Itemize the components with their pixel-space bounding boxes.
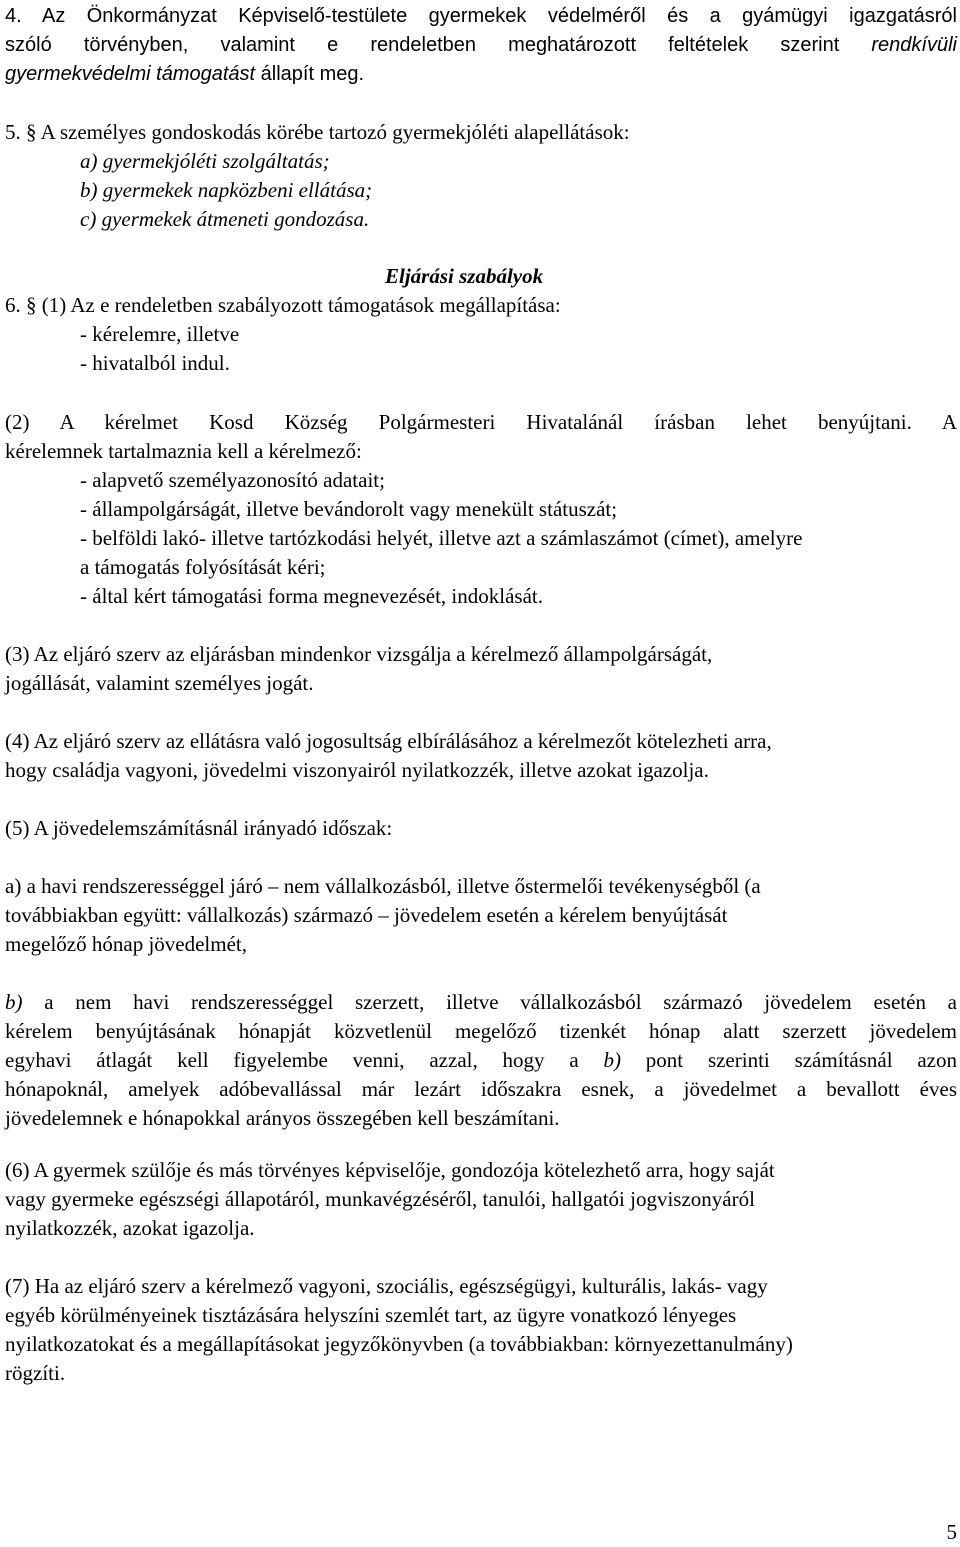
italic-run: b) (603, 1048, 621, 1072)
subsection-2-line-2: kérelemnek tartalmaznia kell a kérelmező: (5, 439, 362, 463)
subsection-5-line-1: (5) A jövedelemszámításnál irányadó időszak: (5, 816, 393, 840)
paragraph-5-line-1: 5. § A személyes gondoskodás körébe tartozó gyermekjóléti alapellátások: (5, 120, 630, 144)
text-run: egyhavi átlagát kell figyelembe venni, azzal, hogy a (5, 1048, 604, 1072)
subsection-7-line-4: rögzíti. (5, 1361, 66, 1385)
text-run: pont szerinti számításnál azon (620, 1048, 957, 1072)
subsection-2-line-1: (2) A kérelmet Kosd Község Polgármesteri Hivatalánál írásban lehet benyújtani. A (5, 410, 957, 434)
subsection-5-b-line-2: kérelem benyújtásának hónapját közvetlenül megelőző tizenkét hónap alatt szerzett jövedelem (5, 1019, 957, 1043)
subsection-7-line-2: egyéb körülményeinek tisztázására helyszíni szemlét tart, az ügyre vonatkozó lényeges (5, 1303, 737, 1327)
subsection-5-b-line-4: hónapoknál, amelyek adóbevallással már lezárt időszakra esnek, a jövedelmet a bevallott éves (5, 1077, 957, 1101)
subsection-2-line-6: a támogatás folyósítását kéri; (80, 555, 326, 579)
section-heading: Eljárási szabályok (385, 264, 544, 288)
subsection-6-line-1: (6) A gyermek szülője és más törvényes képviselője, gondozója kötelezhető arra, hogy saját (5, 1158, 775, 1182)
paragraph-4-line-2 (5, 31, 957, 60)
page-number: 5 (946, 1520, 957, 1544)
text-run: állapít meg. (255, 63, 365, 85)
subsection-2-line-4: - állampolgárságát, illetve bevándorolt vagy menekült státuszát; (80, 497, 618, 521)
subsection-7-line-1: (7) Ha az eljáró szerv a kérelmező vagyoni, szociális, egészségügyi, kulturális, lakás- vagy (5, 1274, 768, 1298)
subsection-2-line-7: - által kért támogatási forma megnevezését, indoklását. (80, 584, 543, 608)
subsection-4-line-1: (4) Az eljáró szerv az ellátásra való jogosultság elbírálásához a kérelmezőt kötelezheti arra, (5, 729, 772, 753)
paragraph-5-item-a: a) gyermekjóléti szolgáltatás; (80, 149, 330, 173)
paragraph-6-line-3: - hivatalból indul. (80, 351, 230, 375)
text-run: szóló törvényben, valamint e rendeletben meghatározott feltételek szerint (5, 34, 872, 56)
subsection-6-line-3: nyilatkozzék, azokat igazolja. (5, 1216, 255, 1240)
italic-run: b) (5, 990, 23, 1014)
paragraph-5-item-b: b) gyermekek napközbeni ellátása; (80, 178, 373, 202)
subsection-5-b-line-5: jövedelemnek e hónapokkal arányos összegében kell beszámítani. (5, 1106, 560, 1130)
subsection-5-a-line-2: továbbiakban együtt: vállalkozás) származó – jövedelem esetén a kérelem benyújtását (5, 903, 728, 927)
italic-run: gyermekvédelmi támogatást (5, 63, 256, 85)
subsection-5-a-line-3: megelőző hónap jövedelmét, (5, 932, 248, 956)
subsection-7-line-3: nyilatkozatokat és a megállapításokat jegyzőkönyvben (a továbbiakban: környezettanulmány) (5, 1332, 793, 1356)
subsection-5-b-line-3 (5, 1046, 957, 1075)
subsection-2-line-5: - belföldi lakó- illetve tartózkodási helyét, illetve azt a számlaszámot (címet), amelyre (80, 526, 803, 550)
subsection-3-line-2: jogállását, valamint személyes jogát. (5, 671, 314, 695)
subsection-5-a-line-1: a) a havi rendszerességgel járó – nem vállalkozásból, illetve őstermelői tevékenységből (a (5, 874, 761, 898)
text-run: a nem havi rendszerességgel szerzett, illetve vállalkozásból származó jövedelem esetén a (22, 990, 957, 1014)
subsection-4-line-2: hogy családja vagyoni, jövedelmi viszonyairól nyilatkozzék, illetve azokat igazolja. (5, 758, 709, 782)
paragraph-6-line-2: - kérelemre, illetve (80, 322, 240, 346)
paragraph-5-item-c: c) gyermekek átmeneti gondozása. (80, 207, 370, 231)
italic-run: rendkívüli (871, 34, 957, 56)
subsection-6-line-2: vagy gyermeke egészségi állapotáról, munkavégzéséről, tanulói, hallgatói jogviszonyáról (5, 1187, 755, 1211)
paragraph-4-line-3 (5, 60, 364, 89)
subsection-5-b-line-1 (5, 988, 957, 1017)
subsection-2-line-3: - alapvető személyazonosító adatait; (80, 468, 385, 492)
paragraph-6-line-1: 6. § (1) Az e rendeletben szabályozott támogatások megállapítása: (5, 293, 561, 317)
subsection-3-line-1: (3) Az eljáró szerv az eljárásban mindenkor vizsgálja a kérelmező állampolgárságát, (5, 642, 713, 666)
paragraph-4-line-1: 4. Az Önkormányzat Képviselő-testülete gyermekek védelméről és a gyámügyi igazgatásról (5, 5, 957, 27)
